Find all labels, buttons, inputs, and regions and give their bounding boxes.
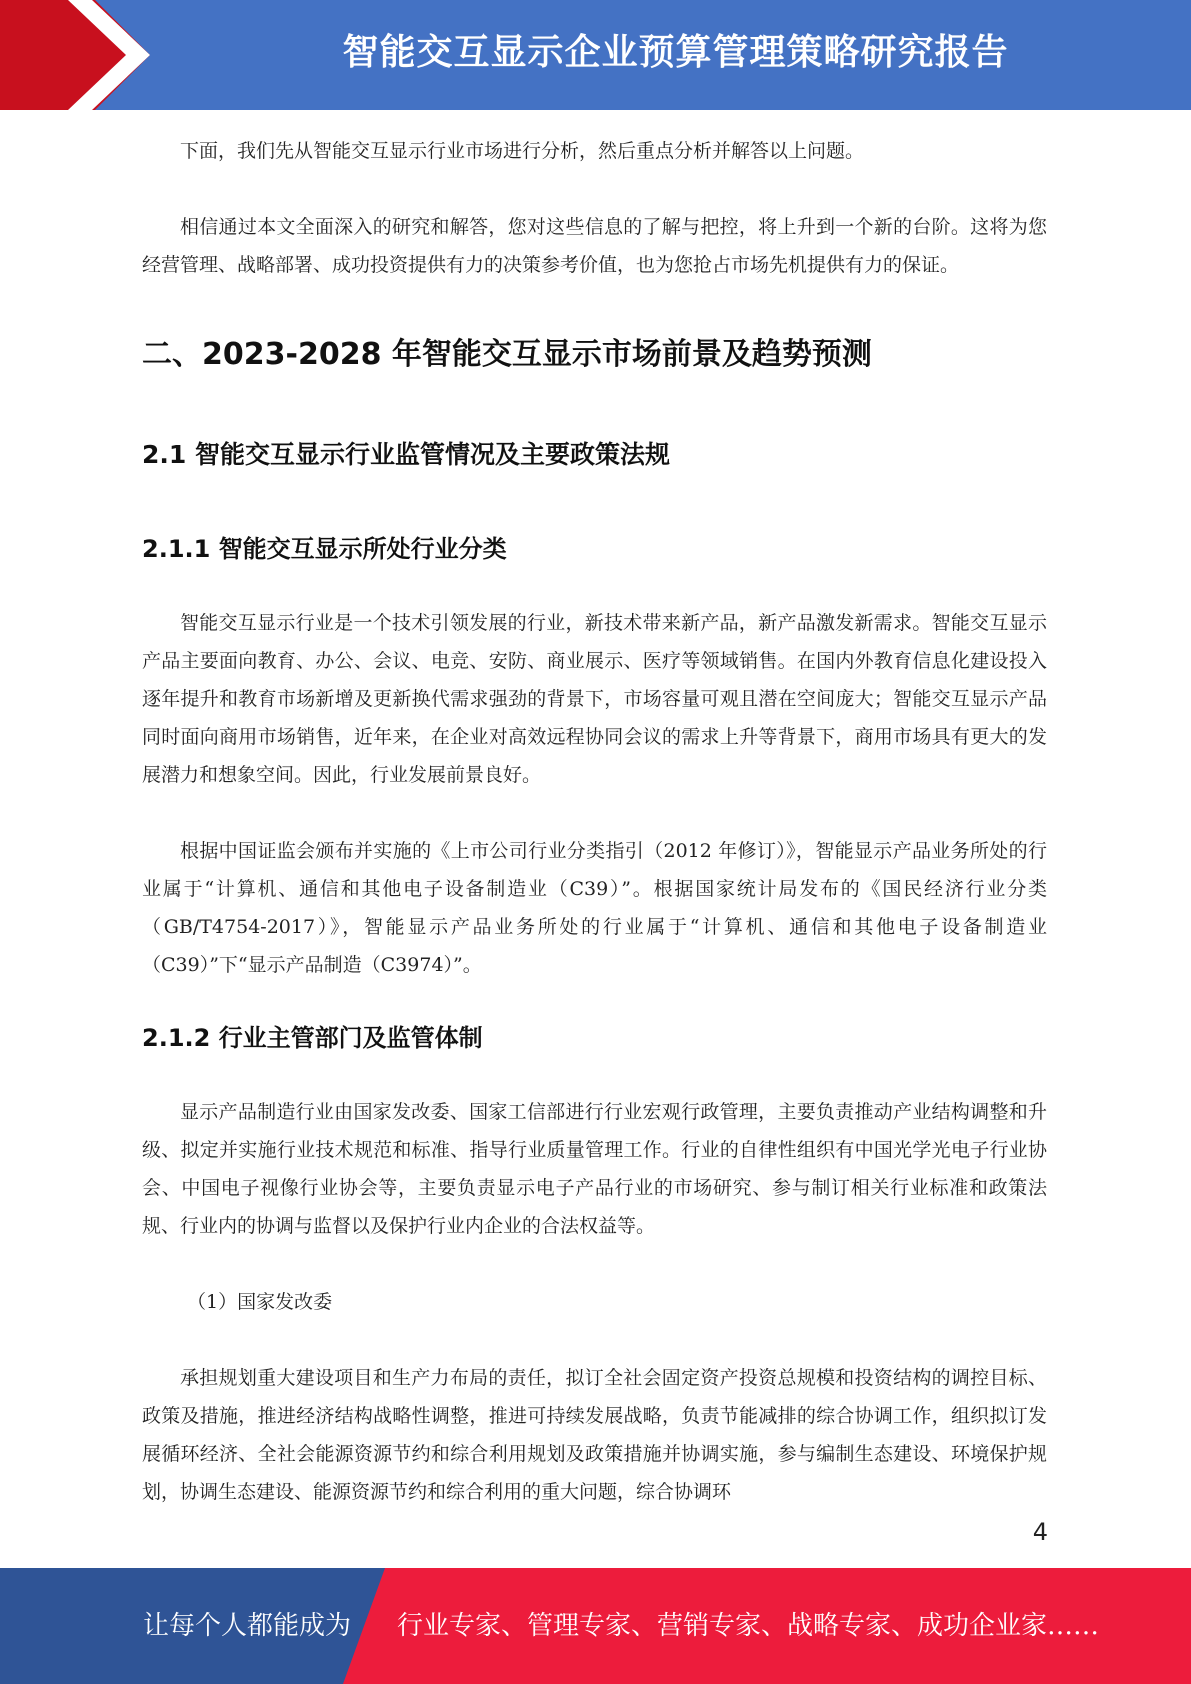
subsubsection-heading-classification: 2.1.1 智能交互显示所处行业分类 [142,535,507,563]
intro-paragraph-2: 相信通过本文全面深入的研究和解答，您对这些信息的了解与把控，将上升到一个新的台阶。这将为您经营管理、战略部署、成功投资提供有力的决策参考价值，也为您抢占市场先机提供有力的保证。 [142,216,1047,276]
document-body [142,132,1047,1511]
intro-paragraph-1: 下面，我们先从智能交互显示行业市场进行分析，然后重点分析并解答以上问题。 [180,140,865,162]
page-header [0,0,1191,110]
classification-paragraph-2: 根据中国证监会颁布并实施的《上市公司行业分类指引（2012 年修订）》，智能显示产品业务所处的行业属于“计算机、通信和其他电子设备制造业（C39）”。根据国家统计局发布的《国民经济行业分类（GB/T4754-2017）》，智能显示产品业务所处的行业属于“计算机、通信和其他电子设备制造业（C39）”下“显示产品制造（C3974）”。 [142,840,1047,976]
subsection-heading: 2.1 智能交互显示行业监管情况及主要政策法规 [142,440,670,469]
report-title: 智能交互显示企业预算管理策略研究报告 [342,32,1009,73]
page-footer [0,1568,1191,1684]
regulation-paragraph: 显示产品制造行业由国家发改委、国家工信部进行行业宏观行政管理，主要负责推动产业结构调整和升级、拟定并实施行业技术规范和标准、指导行业质量管理工作。行业的自律性组织有中国光学光电子行业协会、中国电子视像行业协会等，主要负责显示电子产品行业的市场研究、参与制订相关行业标准和政策法规、行业内的协调与监督以及保护行业内企业的合法权益等。 [142,1101,1047,1237]
classification-paragraph-1: 智能交互显示行业是一个技术引领发展的行业，新技术带来新产品，新产品激发新需求。智能交互显示产品主要面向教育、办公、会议、电竞、安防、商业展示、医疗等领域销售。在国内外教育信息化建设投入逐年提升和教育市场新增及更新换代需求强劲的背景下，市场容量可观且潜在空间庞大；智能交互显示产品同时面向商用市场销售，近年来，在企业对高效远程协同会议的需求上升等背景下，商用市场具有更大的发展潜力和想象空间。因此，行业发展前景良好。 [142,612,1047,786]
list-item-ndrc: （1）国家发改委 [187,1291,333,1313]
section-heading: 二、2023-2028 年智能交互显示市场前景及趋势预测 [142,337,872,372]
ndrc-paragraph: 承担规划重大建设项目和生产力布局的责任，拟订全社会固定资产投资总规模和投资结构的调控目标、政策及措施，推进经济结构战略性调整，推进可持续发展战略，负责节能减排的综合协调工作，组织拟订发展循环经济、全社会能源资源节约和综合利用规划及政策措施并协调实施，参与编制生态建设、环境保护规划，协调生态建设、能源资源节约和综合利用的重大问题，综合协调环 [142,1367,1047,1503]
footer-slogan-left: 让每个人都能成为 [143,1611,352,1641]
footer-slogan-right: 行业专家、管理专家、营销专家、战略专家、成功企业家…… [397,1611,1100,1641]
page-number: 4 [1032,1518,1048,1546]
subsubsection-heading-regulation: 2.1.2 行业主管部门及监管体制 [142,1024,483,1052]
